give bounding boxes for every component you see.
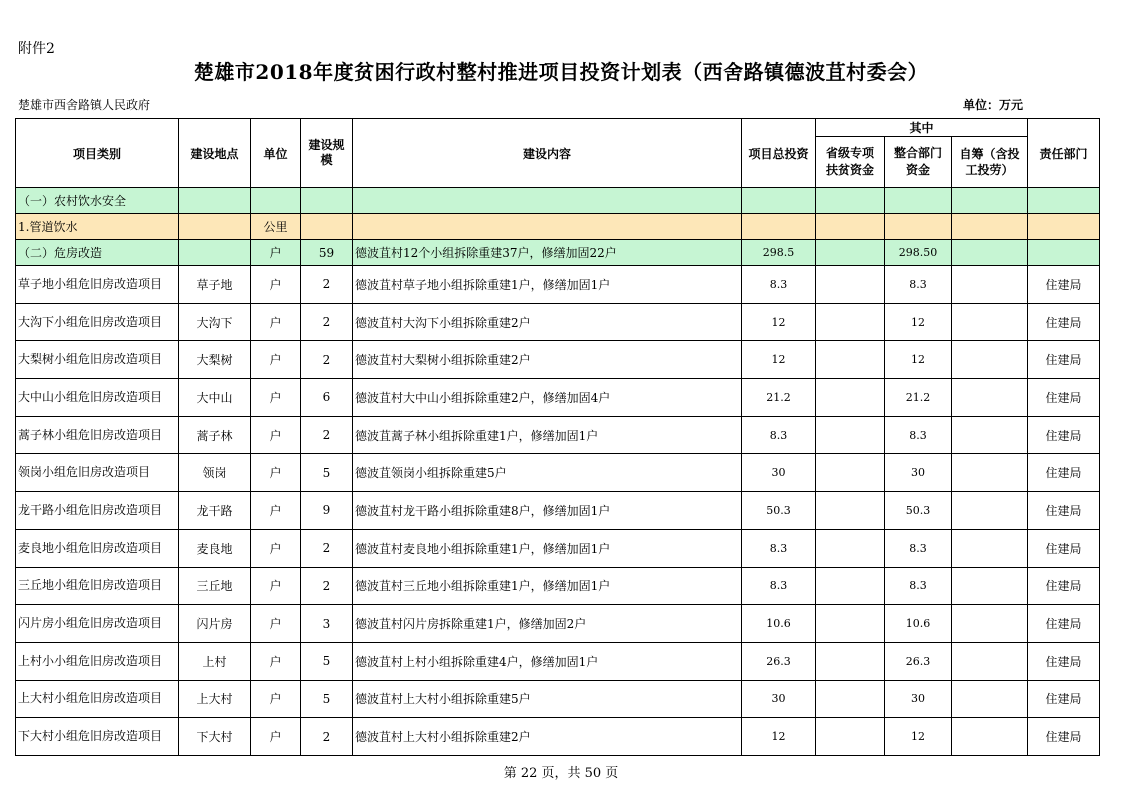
table-row — [16, 492, 1100, 530]
cell-scale: 2 — [301, 416, 353, 454]
cell-scale: 2 — [301, 718, 353, 756]
cell-dept: 住建局 — [1028, 605, 1100, 643]
cell-self — [952, 718, 1028, 756]
cell-content: 德波苴村上大村小组拆除重建5户 — [353, 680, 742, 718]
cell-integrated: 30 — [885, 454, 952, 492]
cell-self — [952, 416, 1028, 454]
cell-unit: 户 — [251, 680, 301, 718]
cell-unit: 户 — [251, 529, 301, 567]
cell-location — [179, 214, 251, 240]
table-row — [16, 379, 1100, 417]
investment-table — [15, 118, 1100, 756]
cell-category: （一）农村饮水安全 — [16, 188, 179, 214]
cell-integrated: 21.2 — [885, 379, 952, 417]
cell-dept: 住建局 — [1028, 642, 1100, 680]
cell-total: 12 — [742, 341, 816, 379]
cell-category: 闪片房小组危旧房改造项目 — [16, 605, 179, 643]
cell-total: 12 — [742, 718, 816, 756]
table-row — [16, 266, 1100, 304]
table-section-row — [16, 214, 1100, 240]
cell-total — [742, 188, 816, 214]
cell-category: 麦良地小组危旧房改造项目 — [16, 529, 179, 567]
cell-self — [952, 567, 1028, 605]
table-row — [16, 341, 1100, 379]
cell-category: 1.管道饮水 — [16, 214, 179, 240]
cell-integrated: 8.3 — [885, 266, 952, 304]
table-row — [16, 642, 1100, 680]
cell-location — [179, 240, 251, 266]
cell-location: 下大村 — [179, 718, 251, 756]
cell-unit: 户 — [251, 567, 301, 605]
cell-total: 298.5 — [742, 240, 816, 266]
cell-integrated — [885, 214, 952, 240]
cell-unit — [251, 188, 301, 214]
attachment-label: 附件2 — [18, 41, 55, 57]
header-total: 项目总投资 — [742, 119, 816, 188]
cell-content: 德波苴村大中山小组拆除重建2户，修缮加固4户 — [353, 379, 742, 417]
cell-integrated: 298.50 — [885, 240, 952, 266]
cell-provincial — [816, 266, 885, 304]
header-unit: 单位 — [251, 119, 301, 188]
cell-integrated — [885, 188, 952, 214]
cell-provincial — [816, 214, 885, 240]
cell-scale: 2 — [301, 266, 353, 304]
cell-unit: 户 — [251, 341, 301, 379]
cell-total: 12 — [742, 303, 816, 341]
cell-location — [179, 188, 251, 214]
cell-category: 上大村小组危旧房改造项目 — [16, 680, 179, 718]
cell-self — [952, 680, 1028, 718]
cell-content: 德波苴村12个小组拆除重建37户，修缮加固22户 — [353, 240, 742, 266]
cell-dept: 住建局 — [1028, 718, 1100, 756]
cell-location: 草子地 — [179, 266, 251, 304]
cell-provincial — [816, 341, 885, 379]
cell-integrated: 50.3 — [885, 492, 952, 530]
header-content: 建设内容 — [353, 119, 742, 188]
cell-category: 大中山小组危旧房改造项目 — [16, 379, 179, 417]
cell-dept: 住建局 — [1028, 379, 1100, 417]
cell-location: 大沟下 — [179, 303, 251, 341]
cell-location: 大中山 — [179, 379, 251, 417]
cell-self — [952, 454, 1028, 492]
cell-location: 龙干路 — [179, 492, 251, 530]
header-group: 其中 — [816, 119, 1028, 137]
cell-unit: 户 — [251, 605, 301, 643]
cell-self — [952, 214, 1028, 240]
cell-provincial — [816, 240, 885, 266]
cell-self — [952, 303, 1028, 341]
cell-total: 8.3 — [742, 567, 816, 605]
cell-scale: 2 — [301, 303, 353, 341]
cell-content: 德波苴村闪片房拆除重建1户，修缮加固2户 — [353, 605, 742, 643]
cell-provincial — [816, 303, 885, 341]
cell-scale — [301, 188, 353, 214]
cell-self — [952, 492, 1028, 530]
cell-integrated: 8.3 — [885, 529, 952, 567]
cell-category: 上村小小组危旧房改造项目 — [16, 642, 179, 680]
cell-unit: 户 — [251, 492, 301, 530]
table-row — [16, 605, 1100, 643]
table-row — [16, 718, 1100, 756]
cell-self — [952, 266, 1028, 304]
cell-scale: 5 — [301, 680, 353, 718]
cell-provincial — [816, 605, 885, 643]
cell-dept: 住建局 — [1028, 266, 1100, 304]
cell-category: 大沟下小组危旧房改造项目 — [16, 303, 179, 341]
page-title: 楚雄市2018年度贫困行政村整村推进项目投资计划表（西舍路镇德波苴村委会） — [193, 60, 929, 84]
table-row — [16, 680, 1100, 718]
cell-scale: 6 — [301, 379, 353, 417]
cell-total: 8.3 — [742, 416, 816, 454]
cell-self — [952, 605, 1028, 643]
cell-location: 上大村 — [179, 680, 251, 718]
cell-unit: 户 — [251, 454, 301, 492]
cell-dept: 住建局 — [1028, 341, 1100, 379]
header-provincial: 省级专项扶贫资金 — [816, 137, 885, 188]
cell-unit: 户 — [251, 240, 301, 266]
cell-provincial — [816, 379, 885, 417]
table-row — [16, 529, 1100, 567]
cell-integrated: 8.3 — [885, 416, 952, 454]
cell-category: （二）危房改造 — [16, 240, 179, 266]
cell-total: 30 — [742, 680, 816, 718]
cell-provincial — [816, 680, 885, 718]
cell-self — [952, 529, 1028, 567]
cell-unit: 户 — [251, 642, 301, 680]
cell-dept — [1028, 240, 1100, 266]
cell-dept: 住建局 — [1028, 529, 1100, 567]
header-integrated: 整合部门资金 — [885, 137, 952, 188]
cell-unit: 户 — [251, 266, 301, 304]
cell-category: 下大村小组危旧房改造项目 — [16, 718, 179, 756]
table-row — [16, 416, 1100, 454]
cell-provincial — [816, 416, 885, 454]
cell-dept: 住建局 — [1028, 454, 1100, 492]
cell-category: 领岗小组危旧房改造项目 — [16, 454, 179, 492]
cell-self — [952, 240, 1028, 266]
cell-self — [952, 341, 1028, 379]
cell-total: 10.6 — [742, 605, 816, 643]
cell-provincial — [816, 642, 885, 680]
cell-content: 德波苴村龙干路小组拆除重建8户，修缮加固1户 — [353, 492, 742, 530]
cell-provincial — [816, 567, 885, 605]
cell-total: 21.2 — [742, 379, 816, 417]
cell-provincial — [816, 492, 885, 530]
cell-content: 德波苴村大沟下小组拆除重建2户 — [353, 303, 742, 341]
cell-content: 德波苴村三丘地小组拆除重建1户，修缮加固1户 — [353, 567, 742, 605]
cell-scale: 5 — [301, 642, 353, 680]
cell-total: 50.3 — [742, 492, 816, 530]
cell-dept — [1028, 214, 1100, 240]
cell-integrated: 8.3 — [885, 567, 952, 605]
cell-scale: 59 — [301, 240, 353, 266]
header-dept: 责任部门 — [1028, 119, 1100, 188]
cell-total: 30 — [742, 454, 816, 492]
cell-scale: 2 — [301, 341, 353, 379]
cell-provincial — [816, 454, 885, 492]
cell-total: 8.3 — [742, 529, 816, 567]
cell-integrated: 10.6 — [885, 605, 952, 643]
cell-scale: 2 — [301, 567, 353, 605]
cell-dept: 住建局 — [1028, 680, 1100, 718]
cell-scale: 9 — [301, 492, 353, 530]
cell-content: 德波苴村上村小组拆除重建4户，修缮加固1户 — [353, 642, 742, 680]
cell-scale — [301, 214, 353, 240]
organization-name: 楚雄市西舍路镇人民政府 — [18, 98, 151, 112]
header-self: 自筹（含投工投劳） — [952, 137, 1028, 188]
cell-integrated: 12 — [885, 341, 952, 379]
header-scale: 建设规模 — [301, 119, 353, 188]
cell-category: 草子地小组危旧房改造项目 — [16, 266, 179, 304]
table-section-row — [16, 240, 1100, 266]
cell-category: 三丘地小组危旧房改造项目 — [16, 567, 179, 605]
cell-dept: 住建局 — [1028, 567, 1100, 605]
cell-provincial — [816, 529, 885, 567]
cell-self — [952, 188, 1028, 214]
cell-location: 领岗 — [179, 454, 251, 492]
cell-dept: 住建局 — [1028, 416, 1100, 454]
cell-unit: 户 — [251, 303, 301, 341]
cell-content: 德波苴村上大村小组拆除重建2户 — [353, 718, 742, 756]
cell-provincial — [816, 188, 885, 214]
table-row — [16, 303, 1100, 341]
cell-content: 德波苴村草子地小组拆除重建1户，修缮加固1户 — [353, 266, 742, 304]
cell-location: 蒿子林 — [179, 416, 251, 454]
cell-unit: 公里 — [251, 214, 301, 240]
cell-content: 德波苴村麦良地小组拆除重建1户，修缮加固1户 — [353, 529, 742, 567]
cell-category: 大梨树小组危旧房改造项目 — [16, 341, 179, 379]
cell-location: 麦良地 — [179, 529, 251, 567]
cell-total: 26.3 — [742, 642, 816, 680]
table-section-row — [16, 188, 1100, 214]
cell-unit: 户 — [251, 416, 301, 454]
cell-integrated: 12 — [885, 718, 952, 756]
cell-dept: 住建局 — [1028, 492, 1100, 530]
unit-label: 单位：万元 — [963, 98, 1024, 112]
cell-location: 上村 — [179, 642, 251, 680]
cell-content: 德波苴蒿子林小组拆除重建1户，修缮加固1户 — [353, 416, 742, 454]
header-location: 建设地点 — [179, 119, 251, 188]
cell-location: 大梨树 — [179, 341, 251, 379]
cell-integrated: 30 — [885, 680, 952, 718]
cell-location: 三丘地 — [179, 567, 251, 605]
cell-integrated: 26.3 — [885, 642, 952, 680]
page-number: 第 22 页，共 50 页 — [503, 766, 619, 781]
cell-content: 德波苴领岗小组拆除重建5户 — [353, 454, 742, 492]
cell-category: 龙干路小组危旧房改造项目 — [16, 492, 179, 530]
cell-dept — [1028, 188, 1100, 214]
table-row — [16, 567, 1100, 605]
cell-total — [742, 214, 816, 240]
cell-category: 蒿子林小组危旧房改造项目 — [16, 416, 179, 454]
table-row — [16, 454, 1100, 492]
cell-total: 8.3 — [742, 266, 816, 304]
cell-scale: 3 — [301, 605, 353, 643]
header-category: 项目类别 — [16, 119, 179, 188]
cell-unit: 户 — [251, 718, 301, 756]
cell-unit: 户 — [251, 379, 301, 417]
cell-self — [952, 379, 1028, 417]
cell-scale: 2 — [301, 529, 353, 567]
cell-location: 闪片房 — [179, 605, 251, 643]
cell-scale: 5 — [301, 454, 353, 492]
cell-content: 德波苴村大梨树小组拆除重建2户 — [353, 341, 742, 379]
cell-content — [353, 188, 742, 214]
cell-provincial — [816, 718, 885, 756]
cell-content — [353, 214, 742, 240]
cell-dept: 住建局 — [1028, 303, 1100, 341]
cell-integrated: 12 — [885, 303, 952, 341]
cell-self — [952, 642, 1028, 680]
